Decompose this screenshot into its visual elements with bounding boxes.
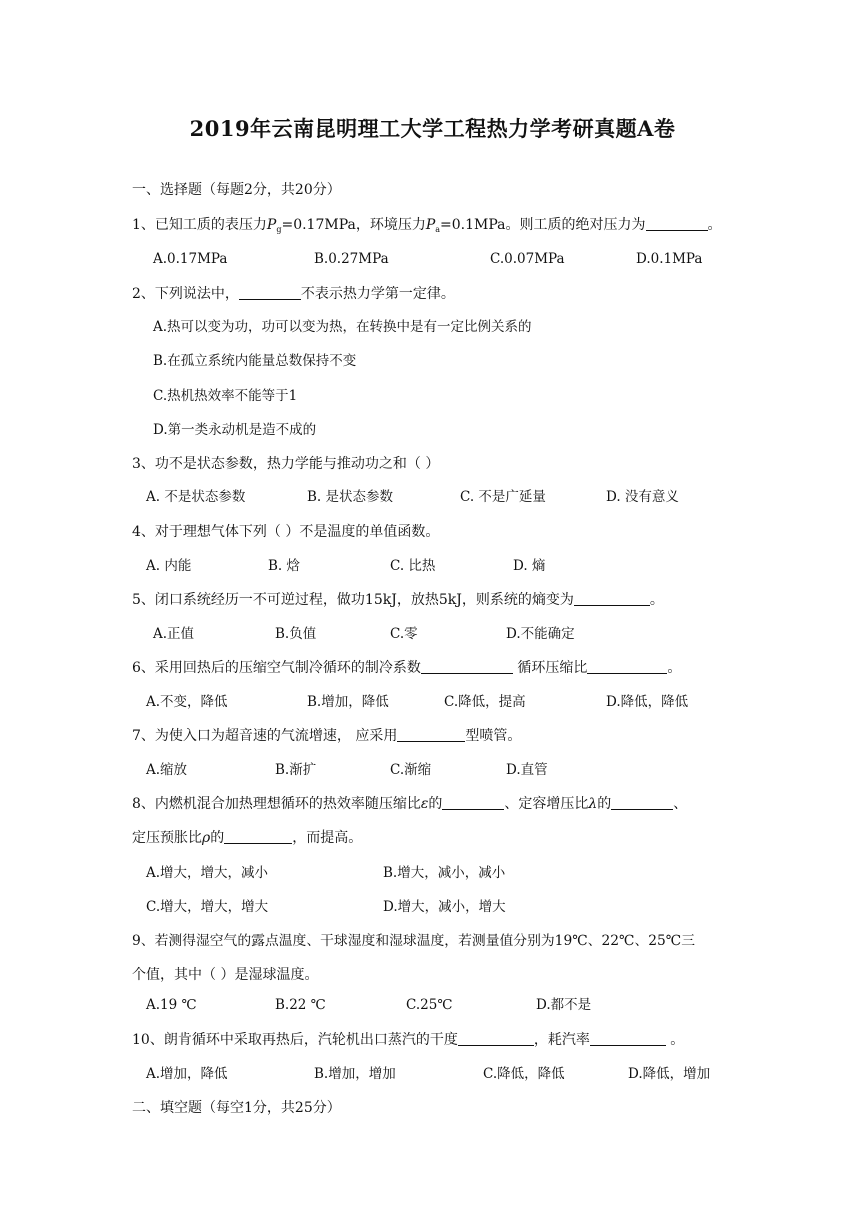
- q6-option-b: B.增加，降低: [307, 694, 389, 710]
- q1-option-a: A.0.17MPa: [153, 251, 228, 267]
- answer-blank: [611, 795, 673, 810]
- answer-blank: [574, 591, 650, 606]
- q9-option-d: D.都不是: [536, 997, 592, 1013]
- q5-option-d: D.不能确定: [506, 626, 575, 642]
- q7-option-a: A.缩放: [146, 762, 188, 778]
- q5-option-a: A.正值: [153, 626, 195, 642]
- answer-blank: [587, 659, 667, 674]
- q8-option-c: C.增大，增大，增大: [146, 899, 269, 915]
- q3-option-a: A. 不是状态参数: [146, 489, 246, 505]
- q2-option-a: A.热可以变为功，功可以变为热，在转换中是有一定比例关系的: [153, 319, 532, 335]
- q3-option-c: C. 不是广延量: [460, 489, 546, 505]
- answer-blank: [421, 659, 513, 674]
- q4-option-a: A. 内能: [146, 558, 192, 574]
- q3-option-b: B. 是状态参数: [307, 489, 394, 505]
- q6-option-c: C.降低，提高: [444, 694, 526, 710]
- q7-option-d: D.直管: [506, 762, 548, 778]
- answer-blank: [442, 795, 504, 810]
- answer-blank: [646, 216, 708, 231]
- q2-option-c: C.热机热效率不能等于1: [153, 388, 298, 404]
- q9-option-b: B.22 ℃: [275, 997, 326, 1013]
- question-1: 1、已知工质的表压力$P_g=0.17MPa$，环境压力$P_a=0.1MPa$。则工质的绝对压力为 。: [132, 217, 722, 234]
- q1-option-d: D.0.1MPa: [636, 251, 703, 267]
- q7-option-c: C.渐缩: [390, 762, 432, 778]
- answer-blank: [239, 285, 301, 300]
- q10-option-b: B.增加，增加: [314, 1066, 396, 1082]
- q9-option-c: C.25℃: [406, 997, 453, 1013]
- q1-option-c: C.0.07MPa: [490, 251, 565, 267]
- page-title: 2019年云南昆明理工大学工程热力学考研真题A卷: [189, 116, 676, 141]
- q8-option-d: D.增大，减小，增大: [383, 899, 506, 915]
- q2-option-d: D.第一类永动机是造不成的: [153, 422, 317, 438]
- q4-option-b: B. 焓: [268, 558, 301, 574]
- q2-option-b: B.在孤立系统内能量总数保持不变: [153, 353, 357, 369]
- q5-option-b: B.负值: [275, 626, 317, 642]
- section-heading-choice: 一、选择题（每题2分，共20分）: [132, 182, 341, 198]
- question-9: 9、若测得湿空气的露点温度、干球湿度和湿球温度，若测量值分别为19℃、22℃、25℃三: [132, 933, 696, 949]
- answer-blank: [590, 1031, 666, 1046]
- q8-option-b: B.增大，减小，减小: [383, 865, 506, 881]
- question-7: 7、为使入口为超音速的气流增速， 应采用 型喷管。: [132, 728, 522, 744]
- question-10: 10、朗肯循环中采取再热后，汽轮机出口蒸汽的干度 ，耗汽率 。: [132, 1032, 685, 1048]
- answer-blank: [397, 727, 465, 742]
- question-8: 8、内燃机混合加热理想循环的热效率随压缩比ε的 、定容增压比λ的 、: [132, 796, 688, 812]
- question-3: 3、功不是状态参数，热力学能与推动功之和（ ）: [132, 456, 440, 472]
- q10-option-d: D.降低，增加: [628, 1066, 711, 1082]
- q5-option-c: C.零: [390, 626, 418, 642]
- question-5: 5、闭口系统经历一不可逆过程，做功15kJ，放热5kJ，则系统的熵变为 。: [132, 592, 664, 608]
- q10-option-c: C.降低，降低: [483, 1066, 565, 1082]
- q1-option-b: B.0.27MPa: [314, 251, 389, 267]
- q7-option-b: B.渐扩: [275, 762, 317, 778]
- q6-option-d: D.降低，降低: [606, 694, 689, 710]
- answer-blank: [458, 1031, 534, 1046]
- answer-blank: [224, 829, 292, 844]
- question-8-continued: 定压预胀比ρ的 ，而提高。: [132, 830, 363, 846]
- q6-option-a: A.不变，降低: [146, 694, 228, 710]
- question-2: 2、下列说法中， 不表示热力学第一定律。: [132, 286, 455, 302]
- q4-option-d: D. 熵: [513, 558, 546, 574]
- q10-option-a: A.增加，降低: [146, 1066, 228, 1082]
- question-6: 6、采用回热后的压缩空气制冷循环的制冷系数 循环压缩比 。: [132, 660, 682, 676]
- question-9-continued: 个值，其中（ ）是湿球温度。: [132, 967, 319, 983]
- q9-option-a: A.19 ℃: [146, 997, 197, 1013]
- question-4: 4、对于理想气体下列（ ）不是温度的单值函数。: [132, 524, 440, 540]
- section-heading-fill-in: 二、填空题（每空1分，共25分）: [132, 1100, 341, 1116]
- q3-option-d: D. 没有意义: [606, 489, 679, 505]
- q8-option-a: A.增大，增大，减小: [146, 865, 269, 881]
- q4-option-c: C. 比热: [390, 558, 436, 574]
